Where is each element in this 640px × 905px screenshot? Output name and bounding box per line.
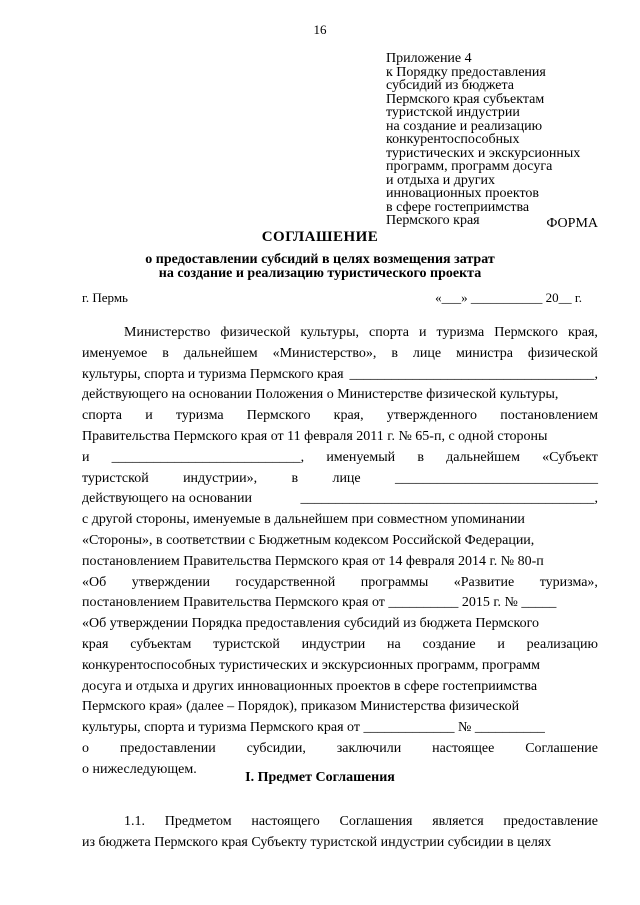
- text-segment: края: [82, 636, 109, 652]
- page-number: 16: [313, 22, 327, 37]
- text-segment: «Об утверждении Порядка предоставления субсидий из бюджета Пермского: [82, 616, 539, 632]
- text-segment: туризма: [436, 325, 485, 340]
- text-segment: постановлением: [500, 408, 598, 424]
- text-segment: физической: [220, 325, 291, 340]
- text-segment: спорта: [369, 325, 410, 340]
- text-segment: дальнейшем: [183, 345, 258, 361]
- text-segment: настоящее: [432, 740, 495, 756]
- text-segment: именуемый: [326, 449, 396, 465]
- text-segment: действующего на основании: [82, 491, 253, 507]
- text-segment: утвержденного: [386, 408, 478, 424]
- text-segment: туризма: [175, 408, 224, 424]
- text-line: [82, 531, 598, 552]
- text-segment: ___________________________,: [111, 449, 305, 465]
- text-segment: туризма»,: [539, 574, 598, 590]
- text-line: [82, 739, 598, 760]
- text-segment: из бюджета Пермского края Субъекту туристской индустрии субсидии в целях: [82, 834, 552, 850]
- appendix-line: к Порядку предоставления: [386, 64, 546, 80]
- text-segment: в: [291, 470, 299, 486]
- text-segment: создание: [422, 636, 476, 652]
- text-segment: края,: [333, 408, 364, 424]
- text-segment: субсидии,: [246, 740, 306, 756]
- date-placeholder: «___» ___________ 20__ г.: [435, 290, 582, 305]
- text-line: [82, 697, 598, 718]
- text-segment: культуры, спорта и туризма Пермского края: [82, 366, 344, 382]
- text-segment: конкурентоспособных туристических и экскурсионных программ, программ: [82, 657, 541, 673]
- text-segment: «Развитие: [453, 574, 515, 590]
- text-segment: государственной: [235, 574, 336, 590]
- appendix-line: на создание и реализацию: [386, 118, 543, 134]
- agreement-preamble: [82, 323, 598, 781]
- text-segment: в: [417, 449, 424, 465]
- text-segment: министра: [455, 345, 513, 361]
- text-segment: ___________________________________,: [349, 366, 598, 382]
- section-text: [82, 812, 598, 854]
- appendix-line: инновационных проектов: [386, 186, 540, 201]
- text-segment: с другой стороны, именуемые в дальнейшем при совместном упоминании: [82, 512, 525, 528]
- text-segment: предоставлении: [119, 740, 216, 756]
- text-segment: туристской: [213, 636, 280, 652]
- text-segment: и: [419, 325, 427, 340]
- appendix-line: туристской индустрии: [386, 105, 520, 120]
- text-line: [82, 573, 598, 594]
- text-segment: индустрии: [301, 636, 366, 652]
- text-line: [82, 833, 598, 854]
- text-segment: реализацию: [526, 636, 598, 652]
- text-segment: «Об: [82, 574, 107, 590]
- subtitle-line: о предоставлении субсидий в целях возмещения затрат: [145, 252, 495, 267]
- text-line: [82, 614, 598, 635]
- text-line: [82, 323, 598, 344]
- form-label: ФОРМА: [546, 216, 598, 231]
- text-segment: «Министерство»,: [272, 345, 377, 361]
- section-title: I. Предмет Соглашения: [245, 770, 395, 785]
- appendix-block: [386, 52, 616, 228]
- text-segment: программы: [360, 574, 429, 590]
- text-segment: является: [432, 814, 484, 829]
- text-segment: лице: [332, 470, 361, 486]
- text-line: [82, 656, 598, 677]
- text-segment: именуемое: [82, 345, 148, 361]
- text-segment: Пермского края» (далее – Порядок), приказом Министерства физической: [82, 699, 520, 715]
- text-segment: Пермского: [494, 325, 558, 340]
- text-segment: Министерство: [124, 325, 211, 340]
- text-segment: спорта: [82, 408, 123, 424]
- place-date-line: [82, 290, 582, 306]
- text-segment: края,: [567, 325, 598, 340]
- text-line: [82, 489, 598, 510]
- text-segment: настоящего: [251, 814, 320, 829]
- text-line: [82, 427, 598, 448]
- text-segment: на: [387, 636, 401, 652]
- text-segment: в: [162, 345, 169, 361]
- text-segment: индустрии»,: [183, 470, 258, 486]
- subtitle-line: на создание и реализацию туристического проекта: [158, 266, 482, 281]
- text-segment: Предметом: [164, 814, 232, 829]
- text-segment: о: [82, 740, 89, 756]
- text-segment: дальнейшем: [446, 449, 520, 465]
- text-segment: культуры, спорта и туризма Пермского края от _____________ № __________: [82, 720, 545, 736]
- appendix-line: субсидий из бюджета: [386, 78, 515, 93]
- document-title: СОГЛАШЕНИЕ: [261, 229, 379, 245]
- text-segment: действующего на основании Положения о Министерстве физической культуры,: [82, 387, 559, 403]
- text-segment: «Стороны», в соответствии с Бюджетным кодексом Российской Федерации,: [82, 532, 535, 548]
- appendix-line: в сфере гостеприимства: [386, 199, 530, 215]
- text-line: [82, 385, 598, 406]
- appendix-line: Приложение 4: [386, 51, 472, 66]
- text-segment: предоставление: [503, 814, 598, 829]
- text-line: [82, 812, 598, 833]
- text-segment: Соглашения: [339, 814, 413, 829]
- text-segment: в: [391, 345, 398, 361]
- text-segment: утверждении: [131, 574, 211, 590]
- text-segment: 1.1.: [124, 814, 145, 829]
- text-segment: субъектам: [130, 636, 192, 652]
- text-segment: _____________________________: [394, 470, 598, 486]
- text-segment: Пермского: [246, 408, 311, 424]
- text-line: [82, 448, 598, 469]
- document-subtitle: [0, 253, 640, 281]
- text-segment: Правительства Пермского края от 11 февраля 2011 г. № 65-п, с одной стороны: [82, 428, 548, 444]
- text-line: [82, 510, 598, 531]
- text-segment: и: [497, 636, 505, 652]
- text-line: [82, 718, 598, 739]
- text-line: [82, 677, 598, 698]
- text-segment: и: [82, 449, 90, 465]
- text-line: [82, 552, 598, 573]
- appendix-line: Пермского края субъектам: [386, 91, 545, 107]
- text-segment: «Субъект: [542, 449, 598, 465]
- text-segment: туристской: [82, 470, 149, 486]
- text-segment: и: [145, 408, 153, 424]
- text-line: [82, 469, 598, 490]
- text-segment: заключили: [336, 740, 402, 756]
- place-label: г. Пермь: [82, 290, 128, 305]
- text-line: [82, 635, 598, 656]
- appendix-line: туристических и экскурсионных: [386, 145, 581, 161]
- text-segment: Соглашение: [525, 740, 598, 756]
- text-segment: о нижеследующем.: [82, 761, 197, 777]
- text-line: [82, 593, 598, 614]
- appendix-line: программ, программ досуга: [386, 159, 553, 174]
- text-line: [82, 406, 598, 427]
- appendix-line: Пермского края: [386, 213, 480, 228]
- text-segment: лице: [412, 345, 442, 361]
- text-segment: культуры,: [300, 325, 359, 340]
- appendix-line: конкурентоспособных: [386, 132, 520, 147]
- text-line: [82, 344, 598, 365]
- text-segment: постановлением Правительства Пермского края от 14 февраля 2014 г. № 80-п: [82, 553, 544, 569]
- text-segment: постановлением Правительства Пермского края от __________ 2015 г. № _____: [82, 595, 557, 611]
- appendix-line: и отдыха и других: [386, 172, 495, 188]
- text-line: [82, 365, 598, 386]
- text-segment: досуга и отдыха и других инновационных проектов в сфере гостеприимства: [82, 678, 538, 694]
- text-segment: __________________________________________,: [300, 491, 598, 507]
- text-segment: физической: [527, 345, 598, 361]
